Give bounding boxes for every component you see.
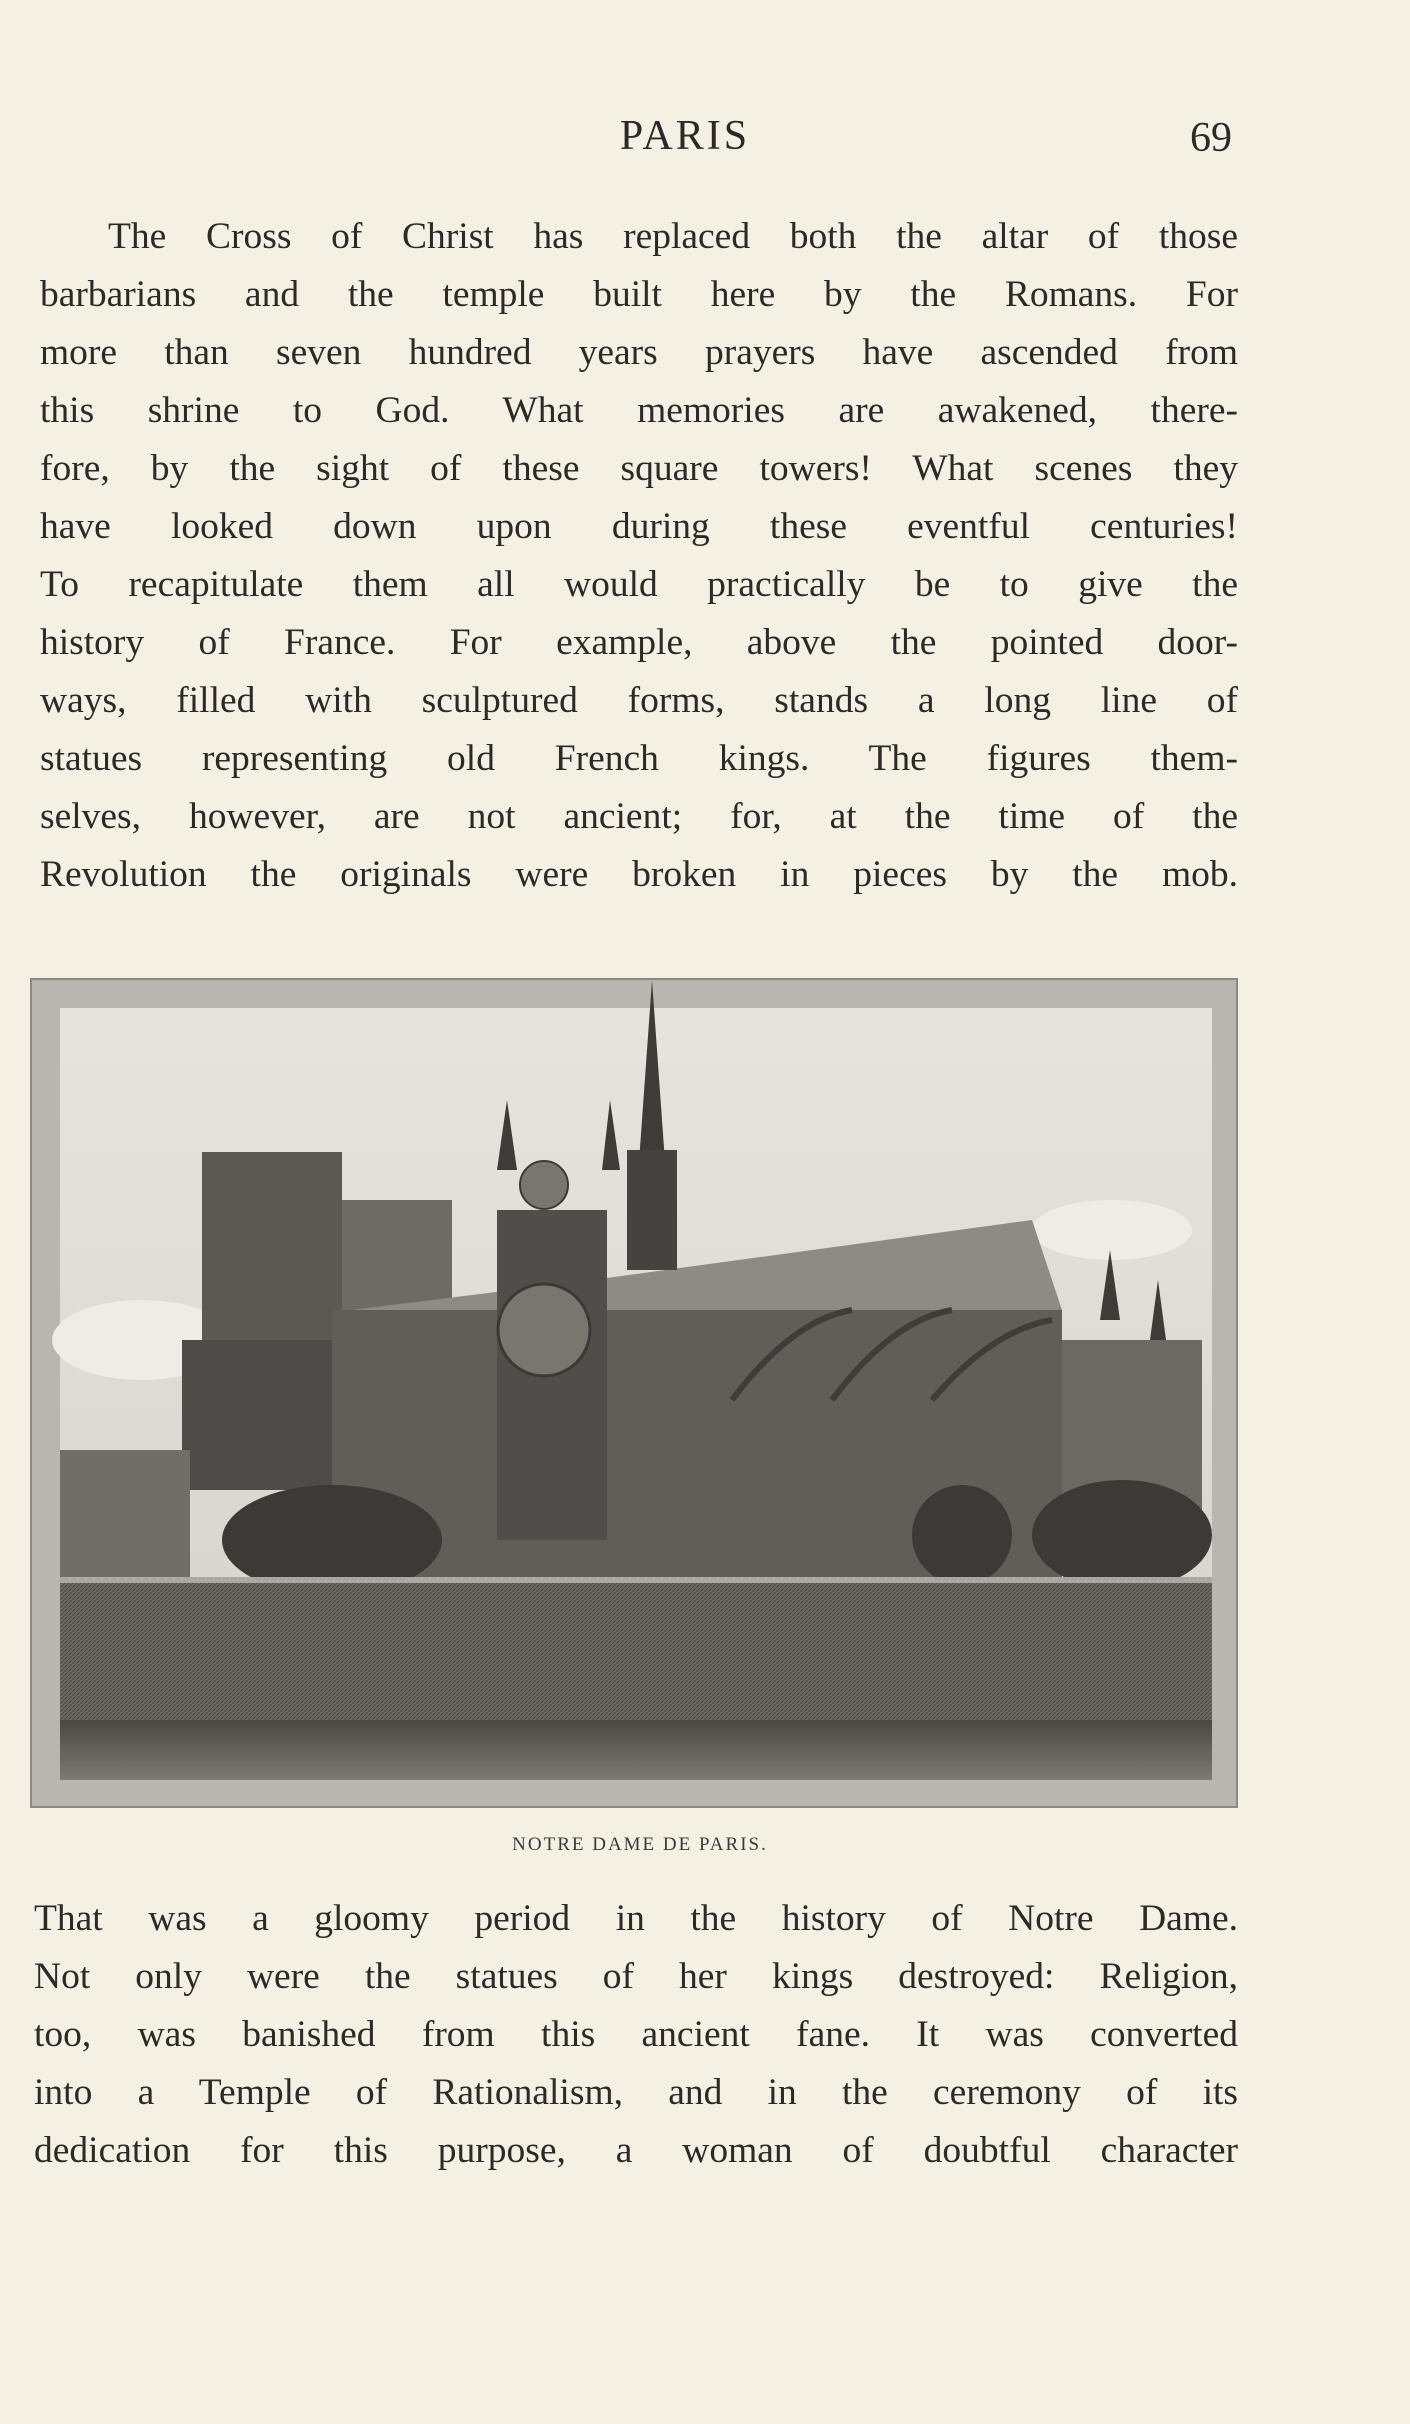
running-head	[40, 112, 1240, 172]
text-line: have looked down upon during these eventful centuries!	[40, 506, 1238, 547]
text-line: into a Temple of Rationalism, and in the ceremony of its	[34, 2072, 1238, 2113]
text-line: That was a gloomy period in the history of Notre Dame.	[34, 1898, 1238, 1939]
text-line: Not only were the statues of her kings destroyed: Religion,	[34, 1956, 1238, 1997]
cathedral-illustration	[30, 978, 1238, 1808]
text-line: history of France. For example, above the pointed door-	[40, 622, 1238, 663]
notre-dame-engraving	[32, 980, 1240, 1810]
text-line: statues representing old French kings. The figures them-	[40, 738, 1238, 779]
text-line: selves, however, are not ancient; for, at the time of the	[40, 796, 1238, 837]
page-number: 69	[1190, 115, 1232, 161]
text-line: To recapitulate them all would practically be to give the	[40, 564, 1238, 605]
figure-caption: NOTRE DAME DE PARIS.	[512, 1834, 768, 1855]
text-line: too, was banished from this ancient fane. It was converted	[34, 2014, 1238, 2055]
text-line: ways, filled with sculptured forms, stands a long line of	[40, 680, 1238, 721]
illustration-frame	[30, 978, 1238, 1808]
paragraph-1	[40, 208, 1238, 904]
text-line: this shrine to God. What memories are awakened, there-	[40, 390, 1238, 431]
text-line: barbarians and the temple built here by the Romans. For	[40, 274, 1238, 315]
text-line: Revolution the originals were broken in pieces by the mob.	[40, 854, 1238, 895]
text-line: dedication for this purpose, a woman of doubtful character	[34, 2130, 1238, 2171]
paragraph-2	[34, 1890, 1238, 2180]
running-title: PARIS	[619, 113, 751, 159]
text-line: The Cross of Christ has replaced both the altar of those	[108, 216, 1238, 257]
text-line: fore, by the sight of these square towers! What scenes they	[40, 448, 1238, 489]
text-line: more than seven hundred years prayers have ascended from	[40, 332, 1238, 373]
